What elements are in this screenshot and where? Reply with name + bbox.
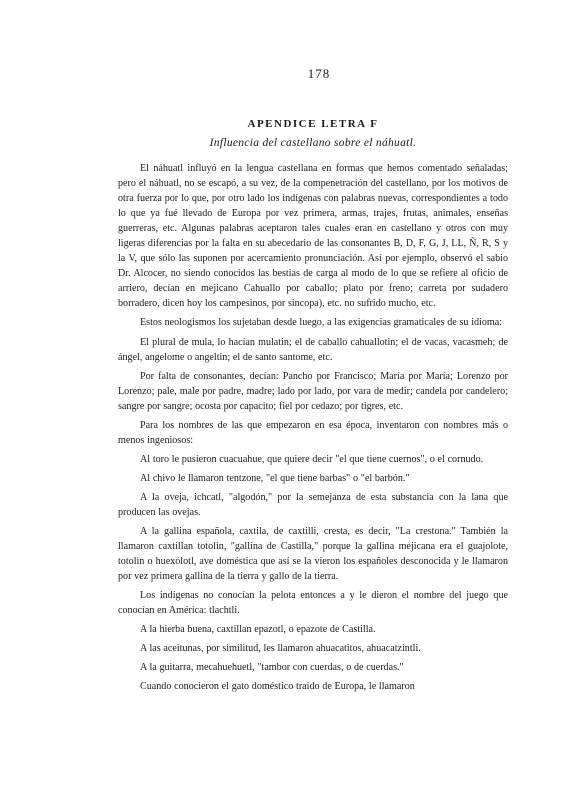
paragraph: A la hierba buena, caxtillan epazotl, o epazote de Castilla. [140, 624, 376, 636]
paragraph: El plural de mula, lo hacían mulatin; el de caballo cahuallotin; el de vacas, vacasmeh; de ángel, angelome o angeltin; el de santo santome, etc. [118, 336, 508, 363]
paragraph: Al toro le pusieron cuacuahue, que quiere decir "el que tiene cuernos", o el cornudo. [140, 453, 484, 465]
paragraph: Los indígenas no conocían la pelota entonces a y le dieron el nombre del juego que conocían en América: tlachtli. [118, 590, 508, 617]
paragraph: Por falta de consonantes, decían: Pancho por Francisco; María por María; Lorenzo por Lorenzo; pale, male por padre, madre; lado por lado, por vara de medir; candela por candelero; sangre por sangre; ocosta por capacito; fiel por cedazo; por tigres, etc. [118, 370, 508, 412]
paragraph: A la oveja, ichcatl, "algodón," por la semejanza de esta substancia con la lana que producen las ovejas. [118, 491, 508, 518]
body-text [118, 161, 508, 695]
paragraph: A las aceitunas, por similitud, les llamaron ahuacatitos, ahuacatzintli. [140, 643, 421, 655]
appendix-heading: APENDICE LETRA F [247, 118, 379, 130]
paragraph: Cuando conocieron el gato doméstico traído de Europa, le llamaron [140, 681, 415, 693]
paragraph: Estos neologismos los sujetaban desde luego, a las exigencias gramaticales de su idioma: [140, 317, 503, 329]
paragraph: A la gallina española, caxtila, de caxtilli, cresta, es decir, "La crestona." También la llamaron caxtillan totolin, "gallina de Castilla," porque la gallina mejicana era el guajolote, totolin o huexólotl, ave doméstica que así se la vieron los españoles desconocida y le llamaron por vez primera gallina de la tierra y gallo de la tierra. [118, 526, 508, 583]
page-number: 178 [307, 66, 331, 81]
paragraph: A la guitarra, mecahuehuetl, "tambor con cuerdas, o de cuerdas." [140, 662, 404, 674]
section-subheading: Influencia del castellano sobre el náhuatl. [209, 137, 417, 149]
paragraph: El náhuatl influyó en la lengua castellana en formas que hemos comentado señaladas; pero el náhuatl, no se escapó, a su vez, de la compenetración del castellano, por los motivos de otra fuerza por lo que, por otro lado los indígenas con palabras nuevas, correspondientes a todo lo que ya fué llevado de Europa por vez primera, armas, trajes, frutas, animales, enseñas guerreras, etc. Algunas palabras aceptaron tales cuales eran en castellano y otros con muy ligeras diferencias por la falta en su abecedario de las consonantes B, D, F, G, J, LL, Ñ, R, S y la V, que sólo las suponen por acercamiento pronunciación. Así por ejemplo, observó el sabio Dr. Alcocer, no siendo conocidos las bestias de carga al modo de lo que se refiere al oficio de arriero, decían en mejicano Cahuallo por caballo; plato por freno; carreta por sudadero borradero, dicen hoy los campesinos, por sincopa), etc. no sufrido mucho, etc. [118, 163, 508, 310]
paragraph: Para los nombres de las que empezaron en esa época, inventaron con nombres más o menos ingeniosos: [118, 419, 508, 446]
paragraph: Al chivo le llamaron tentzone, "el que tiene barbas" o "el barbón." [140, 472, 410, 484]
